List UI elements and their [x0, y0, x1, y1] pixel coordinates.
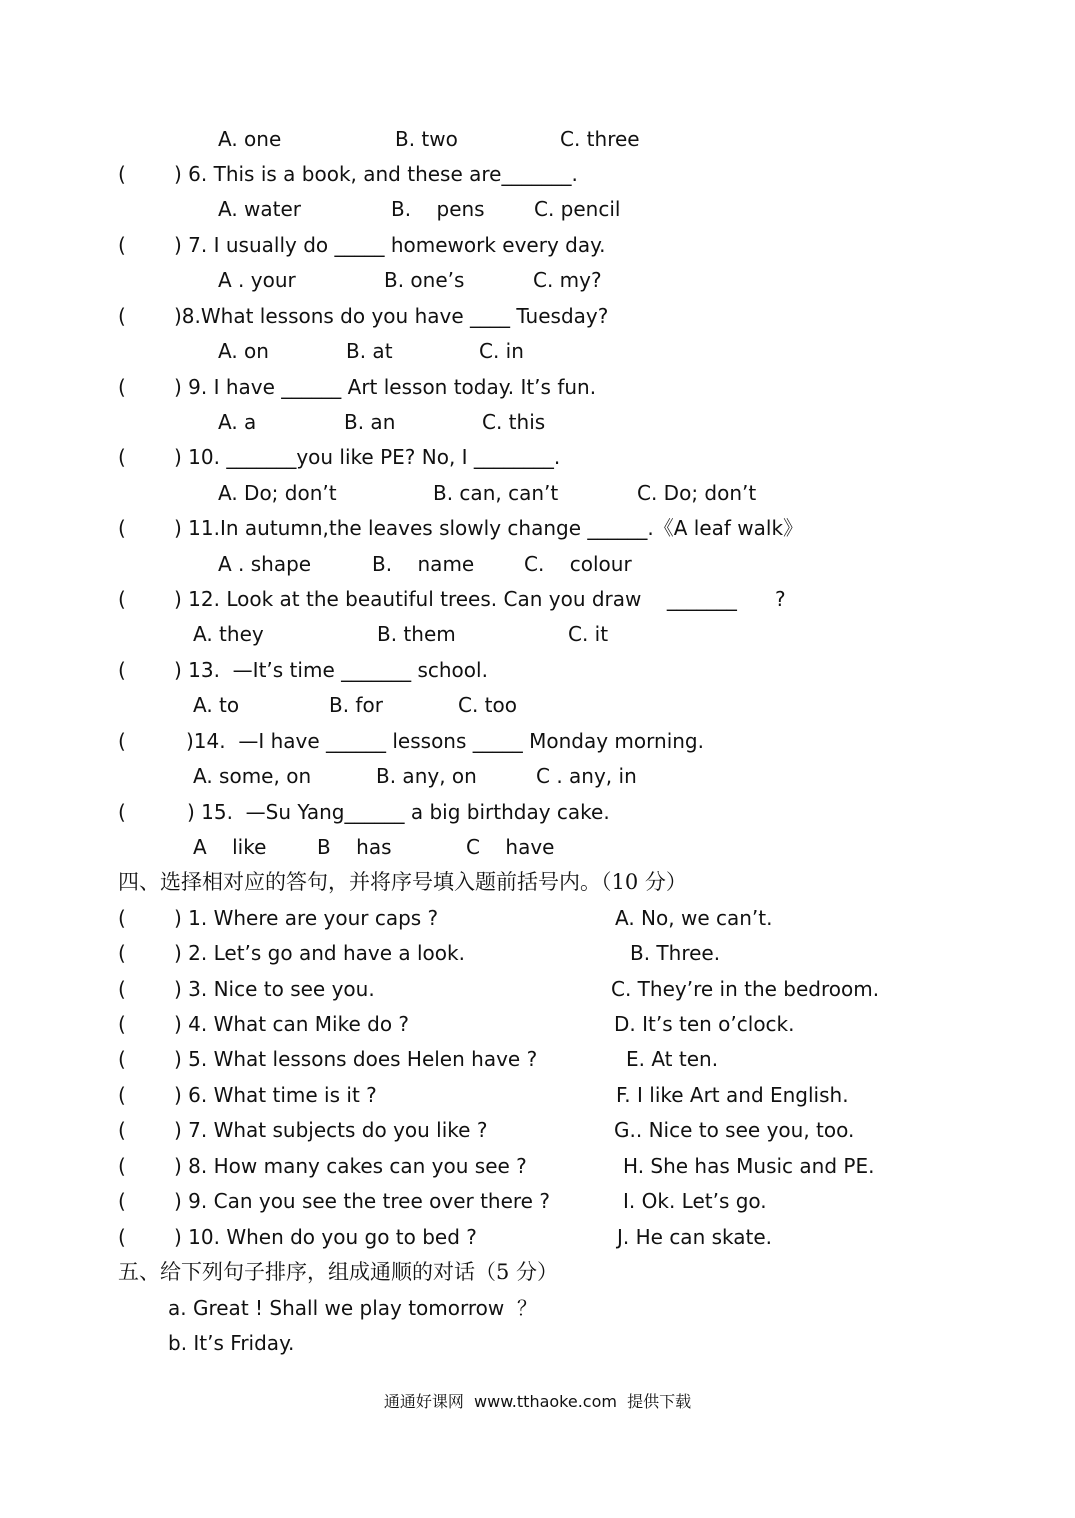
answer-paren: (: [118, 1225, 126, 1249]
option-b: B. any, on: [376, 764, 477, 788]
match-answer: D. It’s ten o’clock.: [614, 1012, 795, 1036]
match-question: ) 6. What time is it ?: [174, 1083, 377, 1107]
option-b: B. pens: [391, 197, 485, 221]
answer-paren: (: [118, 729, 126, 753]
match-question: ) 2. Let’s go and have a look.: [174, 941, 465, 965]
match-answer: A. No, we can’t.: [615, 906, 773, 930]
question-stem: ) 11.In autumn,the leaves slowly change ______.《A leaf walk》: [174, 516, 804, 540]
option-b: B. them: [377, 622, 456, 646]
option-c: C. Do; don’t: [637, 481, 757, 505]
match-answer: E. At ten.: [626, 1047, 719, 1071]
match-answer: H. She has Music and PE.: [623, 1154, 875, 1178]
answer-paren: (: [118, 1083, 126, 1107]
answer-paren: (: [118, 445, 126, 469]
dialogue-line: b. It’s Friday.: [168, 1331, 295, 1355]
option-c: C. in: [479, 339, 524, 363]
answer-paren: (: [118, 375, 126, 399]
question-stem: ) 10. _______you like PE? No, I ________.: [174, 445, 561, 469]
question-stem: ) 12. Look at the beautiful trees. Can you draw _______ ?: [174, 587, 786, 611]
answer-paren: (: [118, 516, 126, 540]
match-answer: I. Ok. Let’s go.: [623, 1189, 767, 1213]
option-b: B. an: [344, 410, 396, 434]
option-c: C. three: [560, 127, 640, 151]
answer-paren: (: [118, 1189, 126, 1213]
answer-paren: (: [118, 304, 126, 328]
answer-paren: (: [118, 941, 126, 965]
option-c: C. my?: [533, 268, 602, 292]
option-c: C. it: [568, 622, 609, 646]
option-b: B. at: [346, 339, 393, 363]
section-heading-part4: 四、选择相对应的答句，并将序号填入题前括号内。（10 分）: [118, 870, 687, 894]
match-question: ) 8. How many cakes can you see ?: [174, 1154, 527, 1178]
option-a: A. on: [218, 339, 269, 363]
option-c: C. colour: [524, 552, 632, 576]
answer-paren: (: [118, 162, 126, 186]
question-stem: ) 7. I usually do _____ homework every day.: [174, 233, 606, 257]
match-question: ) 7. What subjects do you like ?: [174, 1118, 488, 1142]
page-footer: 通通好课网 www.tthaoke.com 提供下载: [383, 1392, 692, 1411]
answer-paren: (: [118, 800, 126, 824]
option-a: A. water: [218, 197, 302, 221]
question-stem: )8.What lessons do you have ____ Tuesday?: [174, 304, 609, 328]
option-a: A. Do; don’t: [218, 481, 337, 505]
answer-paren: (: [118, 1118, 126, 1142]
option-a: A. to: [193, 693, 240, 717]
option-c: C. this: [482, 410, 546, 434]
match-answer: B. Three.: [630, 941, 721, 965]
option-a: A. a: [218, 410, 257, 434]
question-stem: ) 6. This is a book, and these are_______.: [174, 162, 578, 186]
question-stem: ) 13. —It’s time _______ school.: [174, 658, 488, 682]
answer-paren: (: [118, 587, 126, 611]
option-c: C. pencil: [534, 197, 621, 221]
answer-paren: (: [118, 1047, 126, 1071]
question-stem: ) 15. —Su Yang______ a big birthday cake.: [187, 800, 610, 824]
answer-paren: (: [118, 233, 126, 257]
match-answer: J. He can skate.: [617, 1225, 773, 1249]
option-a: A. some, on: [193, 764, 312, 788]
question-stem: )14. —I have ______ lessons _____ Monday morning.: [186, 729, 704, 753]
match-answer: F. I like Art and English.: [616, 1083, 849, 1107]
match-question: ) 9. Can you see the tree over there ?: [174, 1189, 550, 1213]
answer-paren: (: [118, 906, 126, 930]
option-b: B. for: [329, 693, 383, 717]
option-a: A. one: [218, 127, 282, 151]
option-b: B. name: [372, 552, 475, 576]
option-c: C . any, in: [536, 764, 637, 788]
option-a: A. they: [193, 622, 264, 646]
match-answer: C. They’re in the bedroom.: [611, 977, 880, 1001]
option-a: A . shape: [218, 552, 312, 576]
answer-paren: (: [118, 1154, 126, 1178]
option-b: B. two: [395, 127, 458, 151]
answer-paren: (: [118, 977, 126, 1001]
match-question: ) 1. Where are your caps ?: [174, 906, 439, 930]
match-answer: G.. Nice to see you, too.: [614, 1118, 855, 1142]
match-question: ) 3. Nice to see you.: [174, 977, 375, 1001]
match-question: ) 4. What can Mike do ?: [174, 1012, 410, 1036]
section-heading-part5: 五、给下列句子排序，组成通顺的对话（5 分）: [118, 1260, 559, 1284]
answer-paren: (: [118, 658, 126, 682]
option-a: A . your: [218, 268, 296, 292]
dialogue-line: a. Great ! Shall we play tomorrow ？: [168, 1296, 537, 1320]
match-question: ) 10. When do you go to bed ?: [174, 1225, 477, 1249]
option-c: C have: [466, 835, 555, 859]
option-b: B. can, can’t: [433, 481, 559, 505]
option-c: C. too: [458, 693, 517, 717]
option-b: B. one’s: [384, 268, 465, 292]
option-a: A like: [193, 835, 267, 859]
question-stem: ) 9. I have ______ Art lesson today. It’s fun.: [174, 375, 597, 399]
option-b: B has: [317, 835, 392, 859]
answer-paren: (: [118, 1012, 126, 1036]
match-question: ) 5. What lessons does Helen have ?: [174, 1047, 538, 1071]
